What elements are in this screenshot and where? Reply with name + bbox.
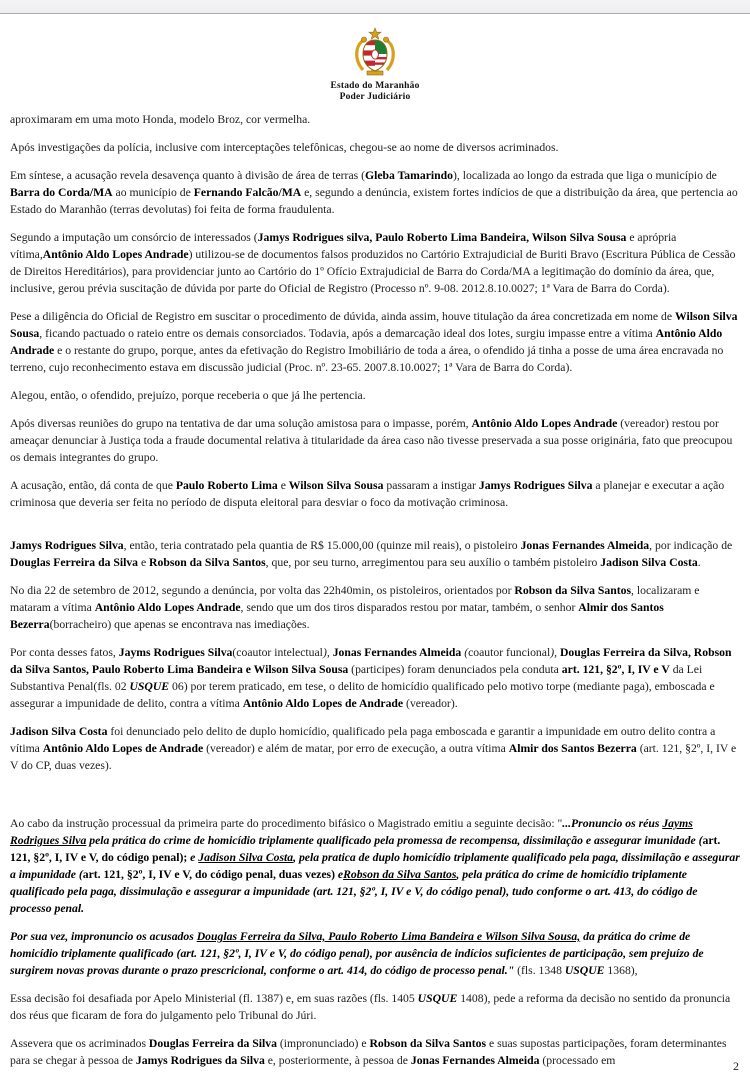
text-run: ...Pronuncio os réus xyxy=(562,817,663,830)
paragraph xyxy=(10,229,741,297)
text-run: Jamys Rodrigues Silva xyxy=(10,539,124,552)
text-run: 1408), pede a reforma da decisão no sentido da pronuncia dos réus que ficaram de fora do julgamento pelo Tribunal do Júri. xyxy=(10,992,731,1022)
text-run: , que, por seu turno, arregimentou para seu auxílio o também pistoleiro xyxy=(265,556,601,569)
text-run: (borracheiro) que apenas se encontrava nas imediações. xyxy=(49,618,310,631)
text-run: (vereador) restou por ameaçar denunciar à Justiça toda a fraude documental relativa à titularidade da área caso não tivesse preservada a sua posse originária, fato que preocupou os demais integrantes do grupo. xyxy=(10,417,733,464)
org-name-judiciary: Poder Judiciário xyxy=(339,92,411,102)
text-run: Robson da Silva Santos xyxy=(369,1037,487,1050)
text-run: Barra do Corda/MA xyxy=(10,186,113,199)
text-run: e xyxy=(277,479,289,492)
text-run: ( xyxy=(464,646,469,659)
text-run: aproximaram em uma moto Honda, modelo Broz, cor vermelha. xyxy=(10,113,311,126)
text-run: (vereador). xyxy=(403,697,458,710)
paragraph xyxy=(10,582,741,633)
text-run: No dia 22 de setembro de 2012, segundo a denúncia, por volta das 22h40min, os pistoleiros, orientados por xyxy=(10,584,515,597)
text-run: Robson da Silva Santos xyxy=(514,584,632,597)
org-name-state: Estado do Maranhão xyxy=(330,81,420,91)
text-run: da prática do crime de homicídio triplamente qualificado (art. 121, §2º, I, IV e V, do código penal), por ausência de indícios suficientes de participação, sem prejuízo de surgirem novas provas durante o prazo prescricional, conforme o art. 414, do código de processo penal." xyxy=(10,930,704,977)
text-run: ) utilizou-se de documentos falsos produzidos no Cartório Extrajudicial de Buriti Bravo (Escritura Pública de Cessão de Direitos Hereditários), para providenciar junto ao Cartório do 1º Ofício Extrajudicial de Barra do Corda/MA a legitimação do domínio da área, que, inclusive, gerou prévia suscitação de dúvida por parte do Oficial de Registro (Processo nº. 9-08. 2012.8.10.0027; 1ª Vara de Barra do Corda). xyxy=(10,248,736,295)
text-run: Jadison Silva Costa xyxy=(600,556,698,569)
text-run: Assevera que os acriminados xyxy=(10,1037,149,1050)
paragraph xyxy=(10,990,741,1024)
coat-of-arms-maranhao-icon xyxy=(352,27,398,79)
paragraph xyxy=(10,644,741,712)
text-run: Jadison Silva Costa xyxy=(10,725,108,738)
text-run: passaram a instigar xyxy=(383,479,479,492)
text-run: Antônio Aldo Lopes Andrade xyxy=(471,417,618,430)
text-run: Em síntese, a acusação revela desavença quanto à divisão de área de terras ( xyxy=(10,169,365,182)
document-page xyxy=(0,14,750,1074)
paragraph xyxy=(10,477,741,511)
paragraph xyxy=(10,815,741,917)
text-run: Jayms Rodrigues Silva xyxy=(10,817,693,847)
paragraph xyxy=(10,139,741,156)
text-run: Paulo Roberto Lima xyxy=(175,479,278,492)
text-run: e aprópria vítima, xyxy=(10,231,677,261)
text-run: a planejar e executar a ação criminosa que deveria ser feita no período de disputa eleitoral para desviar o foco da motivação criminosa. xyxy=(10,479,725,509)
text-run: Pese a diligência do Oficial de Registro em suscitar o procedimento de dúvida, ainda assim, houve titulação da área concretizada em nome de xyxy=(10,310,675,323)
text-run: Wilson Silva Sousa xyxy=(288,479,384,492)
text-run: , pela prática do crime de homicídio triplamente qualificado pela paga, dissimulação e assegurar a impunidade (art. 121, §2º, I, IV e V, do código penal), tudo conforme o art. 413, do código de processo penal. xyxy=(10,868,698,915)
text-run: Jonas Fernandes Almeida xyxy=(410,1054,540,1067)
paragraph xyxy=(10,723,741,774)
text-run: da Lei Substantiva Penal(fls. 02 xyxy=(10,663,703,693)
text-run: e xyxy=(138,556,150,569)
text-run: ), localizada ao longo da estrada que liga o município de xyxy=(453,169,717,182)
text-run: pela prática do crime de homicídio triplamente qualificado pela promessa de recompensa, dissimilação e assegurar imunidade ( xyxy=(86,834,703,847)
paragraph xyxy=(10,167,741,218)
text-run: (coautor intelectual xyxy=(232,646,323,659)
page-number: 2 xyxy=(733,1059,739,1073)
text-run: (participes) foram denunciados pela conduta xyxy=(348,663,562,676)
paragraph xyxy=(10,415,741,466)
text-run: Robson da Silva Santos xyxy=(343,868,457,881)
text-run: e xyxy=(187,851,199,864)
paragraph xyxy=(10,1035,741,1069)
text-run: Após investigações da polícia, inclusive com interceptações telefônicas, chegou-se ao nome de diversos acriminados. xyxy=(10,141,559,154)
text-run: coautor funcional xyxy=(468,646,551,659)
text-run: e o restante do grupo, porque, antes da efetivação do Registro Imobiliário de toda a área, o ofendido já tinha a posse de uma área encravada no terreno, cujo reconhecimento estava em discussão judicial (Proc. nº. 23-65. 2007.8.10.0027; 1ª Vara de Barra do Corda). xyxy=(10,344,724,374)
text-run: Jayms Rodrigues Silva xyxy=(118,646,233,659)
text-run: USQUE xyxy=(417,992,458,1005)
text-run: Douglas Ferreira da Silva, Robson da Silva Santos, Paulo Roberto Lima Bandeira e Wilson Silva Sousa xyxy=(10,646,732,676)
text-run: Ao cabo da instrução processual da primeira parte do procedimento bifásico o Magistrado emitiu a seguinte decisão: " xyxy=(10,817,563,830)
text-run: ao município de xyxy=(112,186,194,199)
text-run: Antônio Aldo Lopes Andrade xyxy=(42,248,189,261)
text-run: Douglas Ferreira da Silva, Paulo Roberto Lima Bandeira e Wilson Silva Sousa, xyxy=(196,930,581,943)
paragraph xyxy=(10,387,741,404)
text-run: art. 121, §2º, I, IV e V xyxy=(561,663,670,676)
document-header xyxy=(0,14,750,103)
text-run: Fernando Falcão/MA xyxy=(193,186,302,199)
text-run: Robson da Silva Santos xyxy=(149,556,266,569)
text-run: Almir dos Santos Bezerra xyxy=(10,601,664,631)
text-run: ), xyxy=(550,646,558,659)
text-run: Antônio Aldo Lopes de Andrade xyxy=(242,697,404,710)
text-run: Por sua vez, impronuncio os acusados xyxy=(10,930,197,943)
text-run: Alegou, então, o ofendido, prejuízo, porque receberia o que já lhe pertencia. xyxy=(10,389,366,402)
paragraph xyxy=(10,537,741,571)
text-run: art. 121, §2º, I, IV e V, do código penal); xyxy=(10,834,721,864)
text-run: e, posteriormente, à pessoa de xyxy=(264,1054,411,1067)
text-run: , sendo que um dos tiros disparados restou por matar, também, o senhor xyxy=(240,601,579,614)
text-run: Após diversas reuniões do grupo na tentativa de dar uma solução amistosa para o impasse, porém, xyxy=(10,417,472,430)
text-run: Douglas Ferreira da Silva xyxy=(10,556,139,569)
text-run: Gleba Tamarindo xyxy=(365,169,454,182)
text-run: Jadison Silva Costa xyxy=(198,851,294,864)
text-run: e suas supostas participações, foram determinantes para se chegar à pessoa de xyxy=(10,1037,727,1067)
paragraph xyxy=(10,308,741,376)
text-run: , ficando pactuado o rateio entre os demais consorciados. Todavia, após a demarcação ideal dos lotes, surgiu impasse entre a vítima xyxy=(39,327,656,340)
text-run: art. 121, §2º, I, IV e V, do código penal, duas vezes) xyxy=(82,868,335,881)
text-run: e, segundo a denúncia, existem fortes indícios de que a distribuição da área, que pertencia ao Estado do Maranhão (terras devolutas) foi feita de forma fraudulenta. xyxy=(10,186,738,216)
text-run: 06) por terem praticado, em tese, o delito de homicídio qualificado pelo motivo torpe (mediante paga), emboscada e assegurar a impunidade de delito, contra a vítima xyxy=(10,680,715,710)
text-run: Jamys Rodrigues Silva xyxy=(478,479,593,492)
text-run: 1368), xyxy=(604,964,638,977)
text-run: Wilson Silva Sousa xyxy=(10,310,738,340)
text-run: foi denunciado pelo delito de duplo homicídio, qualificado pela paga emboscada e garantir a impunidade em outro delito contra a vítima xyxy=(10,725,716,755)
text-run: Douglas Ferreira da Silva xyxy=(148,1037,277,1050)
text-run: , por indicação de xyxy=(649,539,733,552)
text-run: , pela pratica de duplo homicídio triplamente qualificado pela paga, dissimilação e assegurar a impunidade ( xyxy=(10,851,740,881)
document-body xyxy=(0,103,750,1069)
text-run: Jamys Rodrigues da Silva xyxy=(135,1054,265,1067)
text-run: Por conta desses fatos, xyxy=(10,646,119,659)
text-run: . xyxy=(697,556,701,569)
text-run: , localizaram e mataram a vítima xyxy=(10,584,700,614)
text-run: (impronunciado) e xyxy=(276,1037,370,1050)
text-run: (art. 121, §2º, I, IV e V do CP, duas vezes). xyxy=(10,742,737,772)
text-run: USQUE xyxy=(564,964,605,977)
text-run: (processado em xyxy=(539,1054,616,1067)
text-run: , então, teria contratado pela quantia de R$ 15.000,00 (quinze mil reais), o pistoleiro xyxy=(123,539,521,552)
text-run: Antônio Aldo Andrade xyxy=(10,327,723,357)
text-run: e xyxy=(334,868,344,881)
text-run: Antônio Aldo Lopes de Andrade xyxy=(42,742,204,755)
text-run: Almir dos Santos Bezerra xyxy=(508,742,637,755)
text-run: Essa decisão foi desafiada por Apelo Ministerial (fl. 1387) e, em suas razões (fls. 1405 xyxy=(10,992,418,1005)
text-run: Segundo a imputação um consórcio de interessados ( xyxy=(10,231,258,244)
text-run: (vereador) e além de matar, por erro de execução, a outra vítima xyxy=(203,742,509,755)
paragraph xyxy=(10,111,741,128)
text-run: Jonas Fernandes Almeida xyxy=(520,539,650,552)
text-run: (fls. 1348 xyxy=(514,964,565,977)
text-run: USQUE xyxy=(129,680,170,693)
viewer-top-chrome xyxy=(0,0,750,14)
text-run: Antônio Aldo Lopes Andrade xyxy=(94,601,241,614)
text-run: A acusação, então, dá conta de que xyxy=(10,479,176,492)
text-run: Jonas Fernandes Almeida xyxy=(332,646,462,659)
text-run: ), xyxy=(322,646,330,659)
text-run: Jamys Rodrigues silva, Paulo Roberto Lima Bandeira, Wilson Silva Sousa xyxy=(257,231,627,244)
paragraph xyxy=(10,928,741,979)
